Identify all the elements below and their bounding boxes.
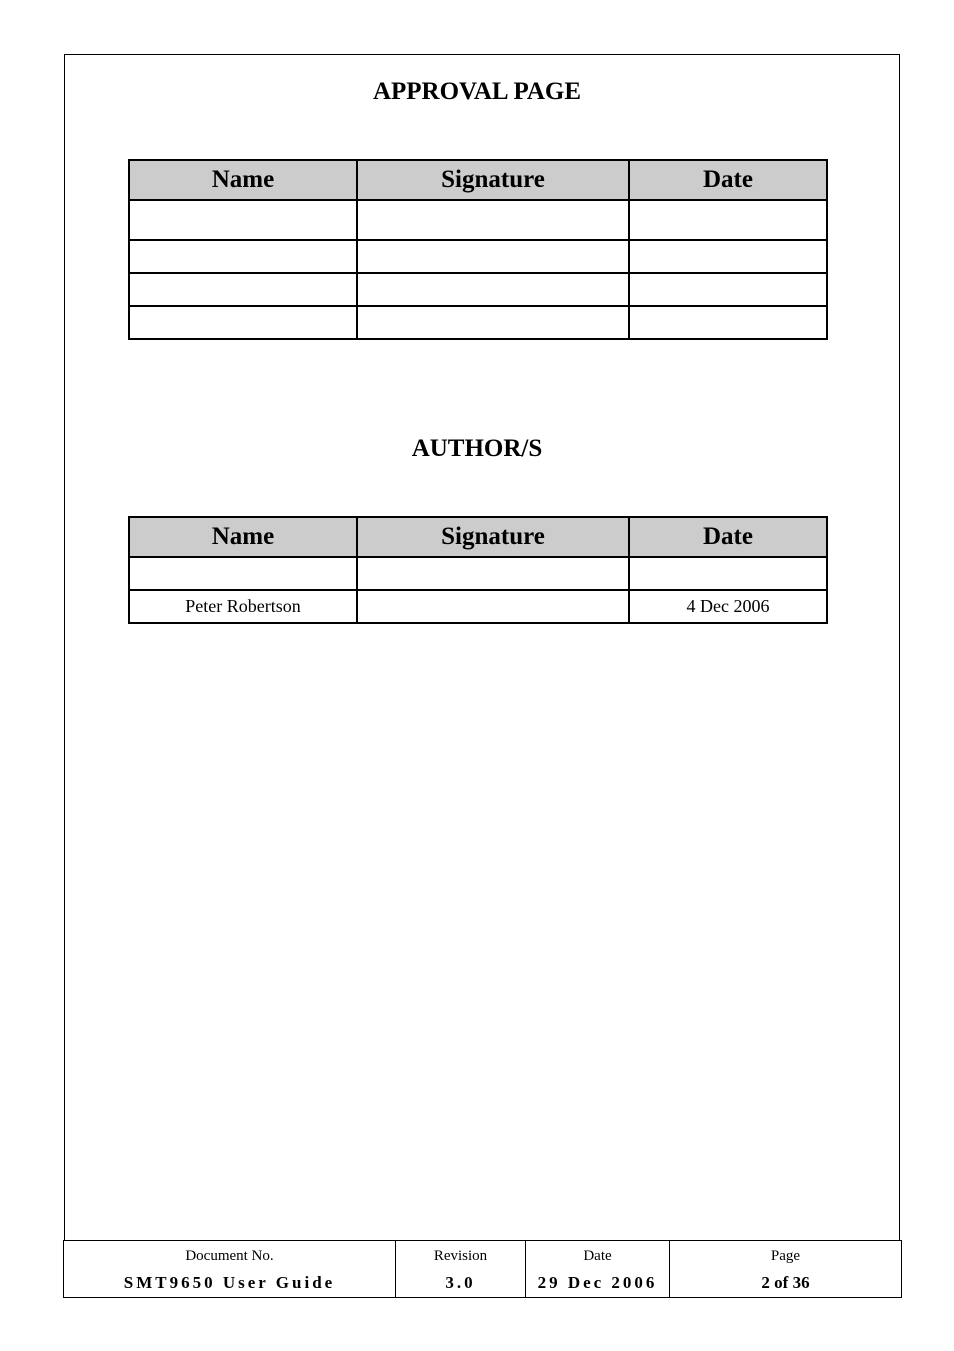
document-no-value: SMT9650 User Guide <box>64 1269 396 1298</box>
name-column-header: Name <box>129 160 357 200</box>
signature-cell <box>357 557 629 590</box>
name-cell <box>129 240 357 273</box>
authors-title: AUTHOR/S <box>411 435 543 462</box>
signature-cell <box>357 306 629 339</box>
date-cell: 4 Dec 2006 <box>629 590 827 623</box>
table-row <box>129 306 827 339</box>
date-cell <box>629 273 827 306</box>
page-label: Page <box>670 1241 902 1270</box>
table-row <box>129 590 827 623</box>
date-cell <box>629 306 827 339</box>
table-header-row <box>129 160 827 200</box>
document-footer <box>63 1240 902 1298</box>
signature-cell <box>357 590 629 623</box>
signature-column-header: Signature <box>357 160 629 200</box>
date-value: 29 Dec 2006 <box>526 1269 670 1298</box>
name-cell: Peter Robertson <box>129 590 357 623</box>
date-column-header: Date <box>629 517 827 557</box>
signature-column-header: Signature <box>357 517 629 557</box>
page-number: 2 of 36 <box>670 1269 902 1298</box>
approval-page-title: APPROVAL PAGE <box>372 78 582 105</box>
date-label: Date <box>526 1241 670 1270</box>
document-no-label: Document No. <box>64 1241 396 1270</box>
name-column-header: Name <box>129 517 357 557</box>
date-cell <box>629 557 827 590</box>
revision-value: 3.0 <box>396 1269 526 1298</box>
name-cell <box>129 273 357 306</box>
name-cell <box>129 200 357 240</box>
signature-cell <box>357 200 629 240</box>
signature-cell <box>357 240 629 273</box>
name-cell <box>129 557 357 590</box>
name-cell <box>129 306 357 339</box>
date-column-header: Date <box>629 160 827 200</box>
signature-cell <box>357 273 629 306</box>
table-row <box>129 273 827 306</box>
date-cell <box>629 200 827 240</box>
date-cell <box>629 240 827 273</box>
table-header-row <box>129 517 827 557</box>
table-row <box>129 557 827 590</box>
authors-table <box>128 516 828 624</box>
approval-table <box>128 159 828 340</box>
table-row <box>129 240 827 273</box>
revision-label: Revision <box>396 1241 526 1270</box>
table-row <box>129 200 827 240</box>
